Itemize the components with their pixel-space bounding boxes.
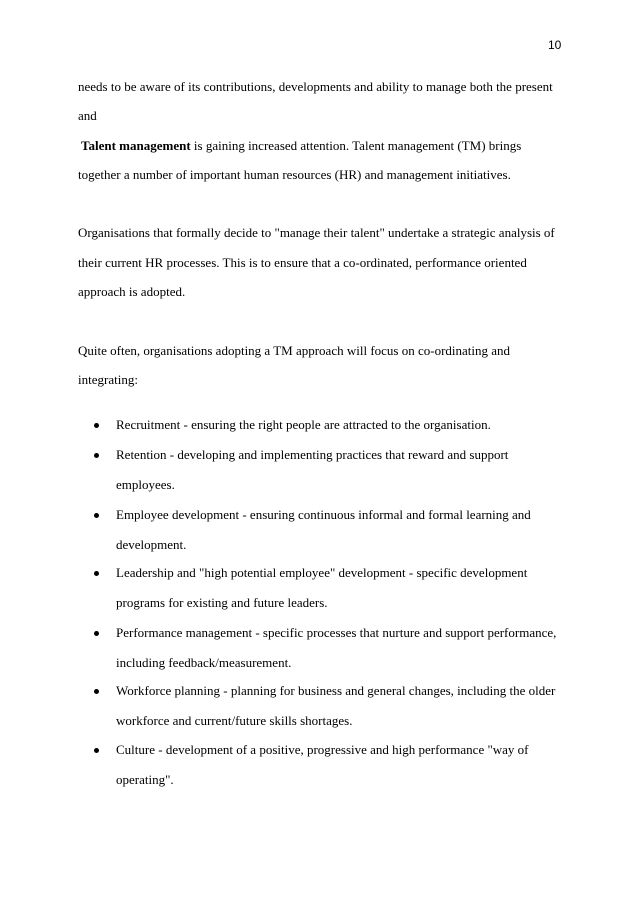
list-item-line-1: Employee development - ensuring continuous informal and formal learning and (116, 507, 531, 522)
bullet-dot (94, 631, 99, 636)
list-item-line-2: development. (116, 537, 187, 552)
bullet-dot (94, 513, 99, 518)
list-item-line-2: programs for existing and future leaders. (116, 595, 328, 610)
list-item-line-2: including feedback/measurement. (116, 655, 292, 670)
bullet-dot (94, 748, 99, 753)
talent-management-term: Talent management (81, 138, 191, 153)
list-item-line-1: Leadership and "high potential employee" development - specific development (116, 565, 528, 580)
paragraph-line-2: and (78, 108, 97, 123)
list-item-line-2: workforce and current/future skills shortages. (116, 713, 353, 728)
bullet-dot (94, 423, 99, 428)
list-item-text (116, 417, 576, 433)
list-item-text (116, 683, 576, 729)
list-item-line-1: Workforce planning - planning for business and general changes, including the older (116, 683, 556, 698)
list-item-line-1: Recruitment - ensuring the right people are attracted to the organisation. (116, 417, 491, 432)
paragraph-line-3-rest: is gaining increased attention. Talent management (TM) brings (190, 138, 522, 153)
page-number: 10 (548, 38, 562, 52)
paragraph-line-5: Organisations that formally decide to "manage their talent" undertake a strategic analysis of (78, 225, 555, 240)
paragraph-line-7: approach is adopted. (78, 284, 186, 299)
paragraph-line-3 (81, 138, 521, 154)
list-item-line-2: operating". (116, 772, 174, 787)
list-item-line-1: Retention - developing and implementing practices that reward and support (116, 447, 509, 462)
bullet-dot (94, 689, 99, 694)
list-item-text (116, 742, 576, 788)
paragraph-line-9: integrating: (78, 372, 138, 387)
paragraph-line-4: together a number of important human resources (HR) and management initiatives. (78, 167, 511, 182)
list-item-text (116, 447, 576, 493)
paragraph-line-8: Quite often, organisations adopting a TM approach will focus on co-ordinating and (78, 343, 511, 358)
bullet-dot (94, 571, 99, 576)
paragraph-line-1: needs to be aware of its contributions, developments and ability to manage both the present (78, 79, 553, 94)
list-item-text (116, 565, 576, 611)
list-item-text (116, 625, 576, 671)
paragraph-line-6: their current HR processes. This is to ensure that a co-ordinated, performance oriented (78, 255, 527, 270)
bullet-dot (94, 453, 99, 458)
list-item-text (116, 507, 576, 553)
list-item-line-1: Culture - development of a positive, progressive and high performance "way of (116, 742, 529, 757)
list-item-line-2: employees. (116, 477, 175, 492)
list-item-line-1: Performance management - specific processes that nurture and support performance, (116, 625, 557, 640)
